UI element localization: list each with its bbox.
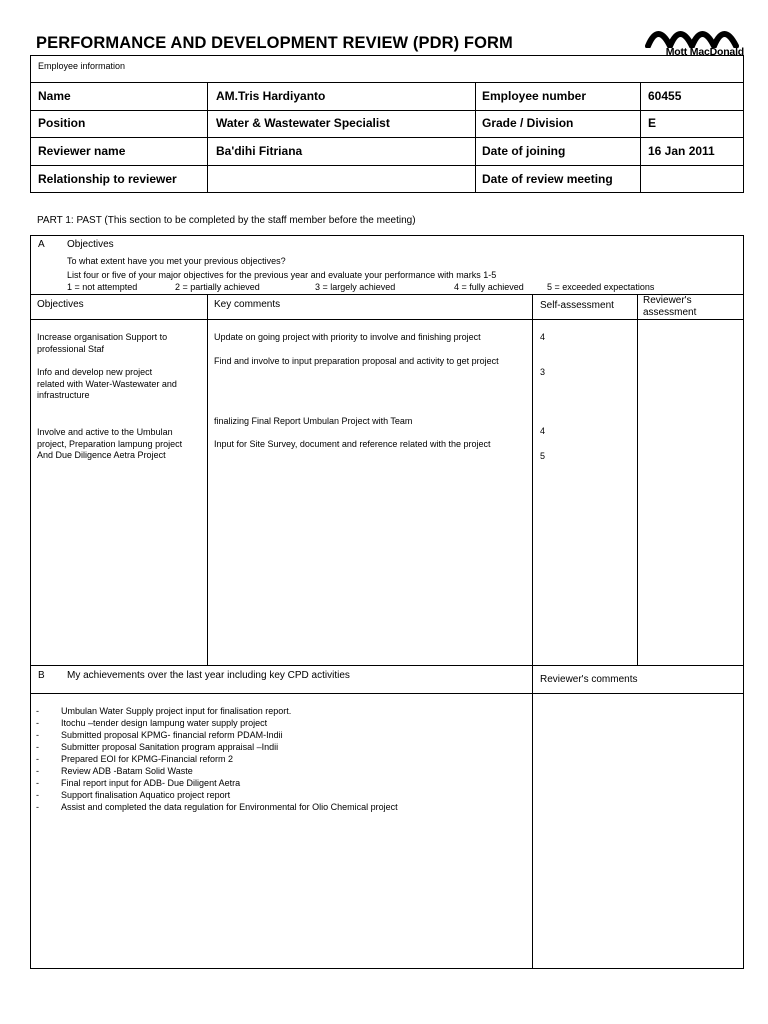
name-label: Name [38, 89, 71, 103]
objective-1: Increase organisation Support to professional Staf [37, 332, 168, 354]
employee-number-value: 60455 [648, 89, 682, 103]
achievement-item-8: Support finalisation Aquatico project report [61, 790, 231, 800]
grade-division-value: E [648, 116, 657, 130]
objective-2: Info and develop new project related with Water-Wastewater and infrastructure [37, 367, 177, 400]
bullet-dash: - [36, 730, 39, 740]
self-score-3: 4 [540, 426, 546, 436]
reviewer-comments-header: Reviewer's comments [540, 674, 638, 685]
achievement-item-1: Umbulan Water Supply project input for finalisation report. [61, 706, 292, 716]
section-a-letter: A [38, 239, 45, 250]
bullet-dash: - [36, 790, 39, 800]
achievement-item-4: Submitter proposal Sanitation program appraisal –Indii [61, 742, 279, 752]
achievement-item-2: Itochu –tender design lampung water supply project [61, 718, 268, 728]
column-self-assessment: Self-assessment [540, 300, 614, 311]
objective-3: Involve and active to the Umbulan project, Preparation lampung project And Due Diligence Aetra Project [37, 427, 183, 460]
bullet-dash: - [36, 718, 39, 728]
mott-macdonald-logo-icon [640, 24, 744, 48]
comment-1: Update on going project with priority to involve and finishing project [214, 332, 481, 342]
scale-3: 3 = largely achieved [315, 282, 396, 292]
logo-text: Mott MacDonald [665, 46, 744, 58]
grade-division-label: Grade / Division [482, 116, 574, 130]
scale-5: 5 = exceeded expectations [547, 282, 655, 292]
scale-4: 4 = fully achieved [454, 282, 524, 292]
section-a-instruction: List four or five of your major objectives for the previous year and evaluate your performance with marks 1-5 [67, 270, 497, 280]
reviewer-name-value: Ba'dihi Fitriana [216, 144, 303, 158]
section-b-letter: B [38, 670, 45, 681]
achievement-item-3: Submitted proposal KPMG- financial reform PDAM-Indii [61, 730, 283, 740]
self-score-4: 5 [540, 451, 546, 461]
achievement-item-7: Final report input for ADB- Due Diligent Aetra [61, 778, 241, 788]
position-value: Water & Wastewater Specialist [216, 116, 390, 130]
reviewer-name-label: Reviewer name [38, 144, 126, 158]
self-score-1: 4 [540, 332, 546, 342]
review-meeting-date-label: Date of review meeting [482, 172, 613, 186]
achievement-item-5: Prepared EOI for KPMG-Financial reform 2 [61, 754, 234, 764]
date-of-joining-value: 16 Jan 2011 [648, 144, 715, 158]
bullet-dash: - [36, 706, 39, 716]
column-reviewer-assessment: Reviewer's assessment [643, 295, 697, 318]
bullet-dash: - [36, 754, 39, 764]
comment-4: Input for Site Survey, document and reference related with the project [214, 439, 491, 449]
column-key-comments: Key comments [214, 299, 281, 310]
section-b-heading: My achievements over the last year including key CPD activities [67, 670, 350, 681]
page-title: PERFORMANCE AND DEVELOPMENT REVIEW (PDR) FORM [36, 34, 513, 52]
comment-3: finalizing Final Report Umbulan Project with Team [214, 416, 413, 426]
achievement-item-6: Review ADB -Batam Solid Waste [61, 766, 193, 776]
achievement-item-9: Assist and completed the data regulation for Environmental for Olio Chemical project [61, 802, 398, 812]
date-of-joining-label: Date of joining [482, 144, 566, 158]
comment-2: Find and involve to input preparation proposal and activity to get project [214, 356, 499, 366]
bullet-dash: - [36, 742, 39, 752]
section-a-question: To what extent have you met your previous objectives? [67, 256, 286, 266]
scale-2: 2 = partially achieved [175, 282, 260, 292]
column-objectives: Objectives [37, 299, 84, 310]
employee-number-label: Employee number [482, 89, 587, 103]
name-value: AM.Tris Hardiyanto [216, 89, 326, 103]
employee-info-header: Employee information [38, 61, 126, 71]
section-a-heading: Objectives [67, 239, 114, 250]
bullet-dash: - [36, 766, 39, 776]
bullet-dash: - [36, 778, 39, 788]
self-score-2: 3 [540, 367, 546, 377]
part1-caption: PART 1: PAST (This section to be completed by the staff member before the meeting) [37, 215, 416, 226]
relationship-label: Relationship to reviewer [38, 172, 177, 186]
bullet-dash: - [36, 802, 39, 812]
scale-1: 1 = not attempted [67, 282, 138, 292]
position-label: Position [38, 116, 86, 130]
